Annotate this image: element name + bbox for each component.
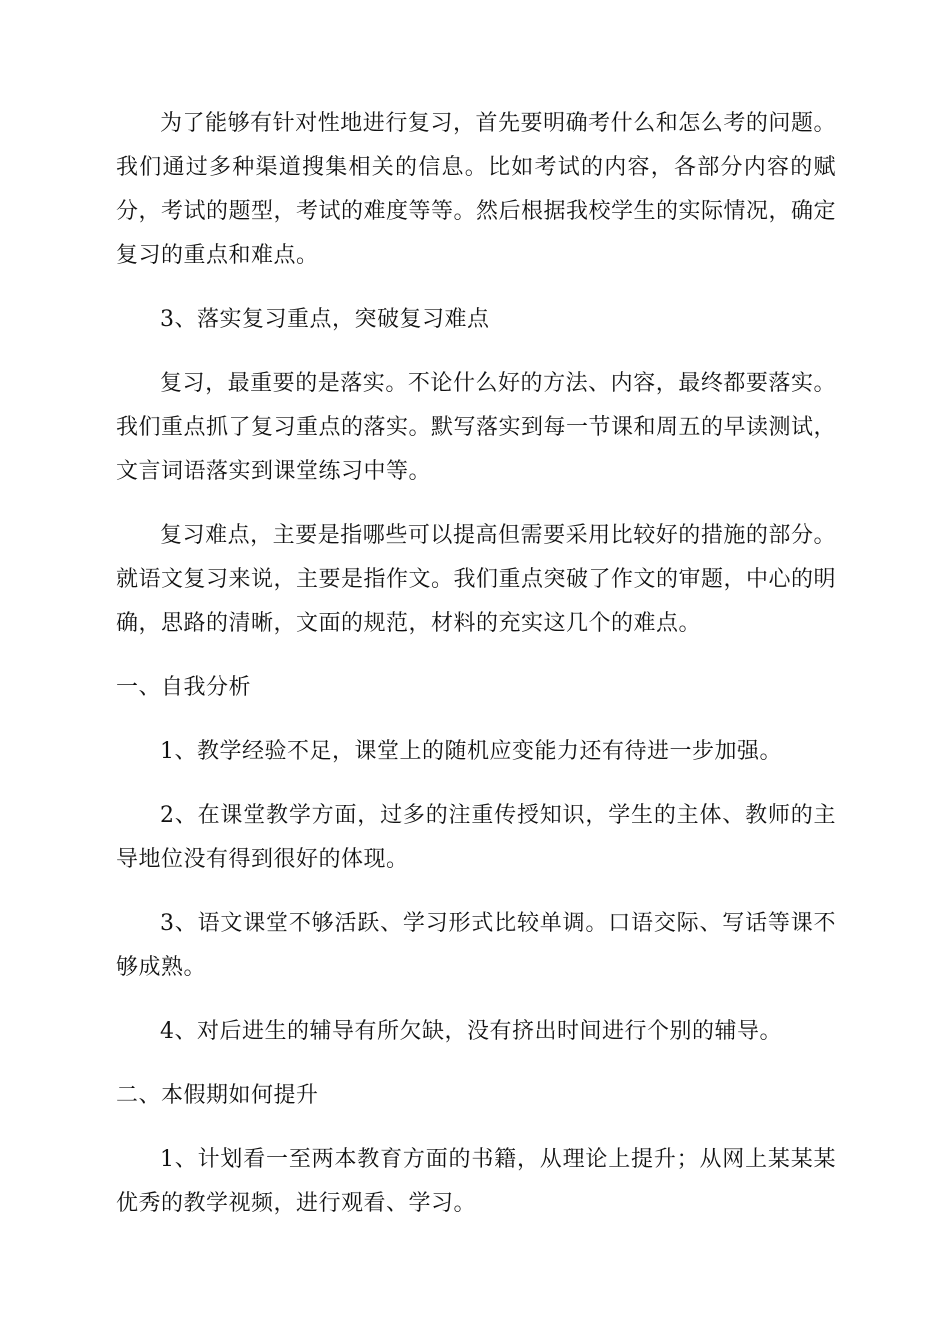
paragraph-review-implementation: 复习，最重要的是落实。不论什么好的方法、内容，最终都要落实。我们重点抓了复习重点的落实。默写落实到每一节课和周五的早读测试，文言词语落实到课堂练习中等。: [116, 371, 837, 484]
self-analysis-item-2: 2、在课堂教学方面，过多的注重传授知识，学生的主体、教师的主导地位没有得到很好的体现。: [116, 803, 836, 872]
paragraph-review-difficulties: 复习难点，主要是指哪些可以提高但需要采用比较好的措施的部分。就语文复习来说，主要是指作文。我们重点突破了作文的审题，中心的明确，思路的清晰，文面的规范，材料的充实这几个的难点。: [116, 523, 837, 636]
self-analysis-item-3: 3、语文课堂不够活跃、学习形式比较单调。口语交际、写话等课不够成熟。: [116, 911, 836, 980]
section-heading-self-analysis: 一、自我分析: [116, 675, 252, 700]
self-analysis-item-4: 4、对后进生的辅导有所欠缺，没有挤出时间进行个别的辅导。: [160, 1019, 782, 1044]
section-heading-holiday-improvement: 二、本假期如何提升: [116, 1083, 319, 1108]
improvement-item-1: 1、计划看一至两本教育方面的书籍，从理论上提升；从网上某某某优秀的教学视频，进行观看、学习。: [116, 1147, 836, 1216]
document-body: [116, 102, 836, 1246]
heading-implement-review: 3、落实复习重点，突破复习难点: [160, 307, 490, 332]
self-analysis-item-1: 1、教学经验不足，课堂上的随机应变能力还有待进一步加强。: [160, 739, 782, 764]
paragraph-review-goals: 为了能够有针对性地进行复习，首先要明确考什么和怎么考的问题。我们通过多种渠道搜集相关的信息。比如考试的内容，各部分内容的赋分，考试的题型，考试的难度等等。然后根据我校学生的实际情况，确定复习的重点和难点。: [116, 111, 837, 268]
